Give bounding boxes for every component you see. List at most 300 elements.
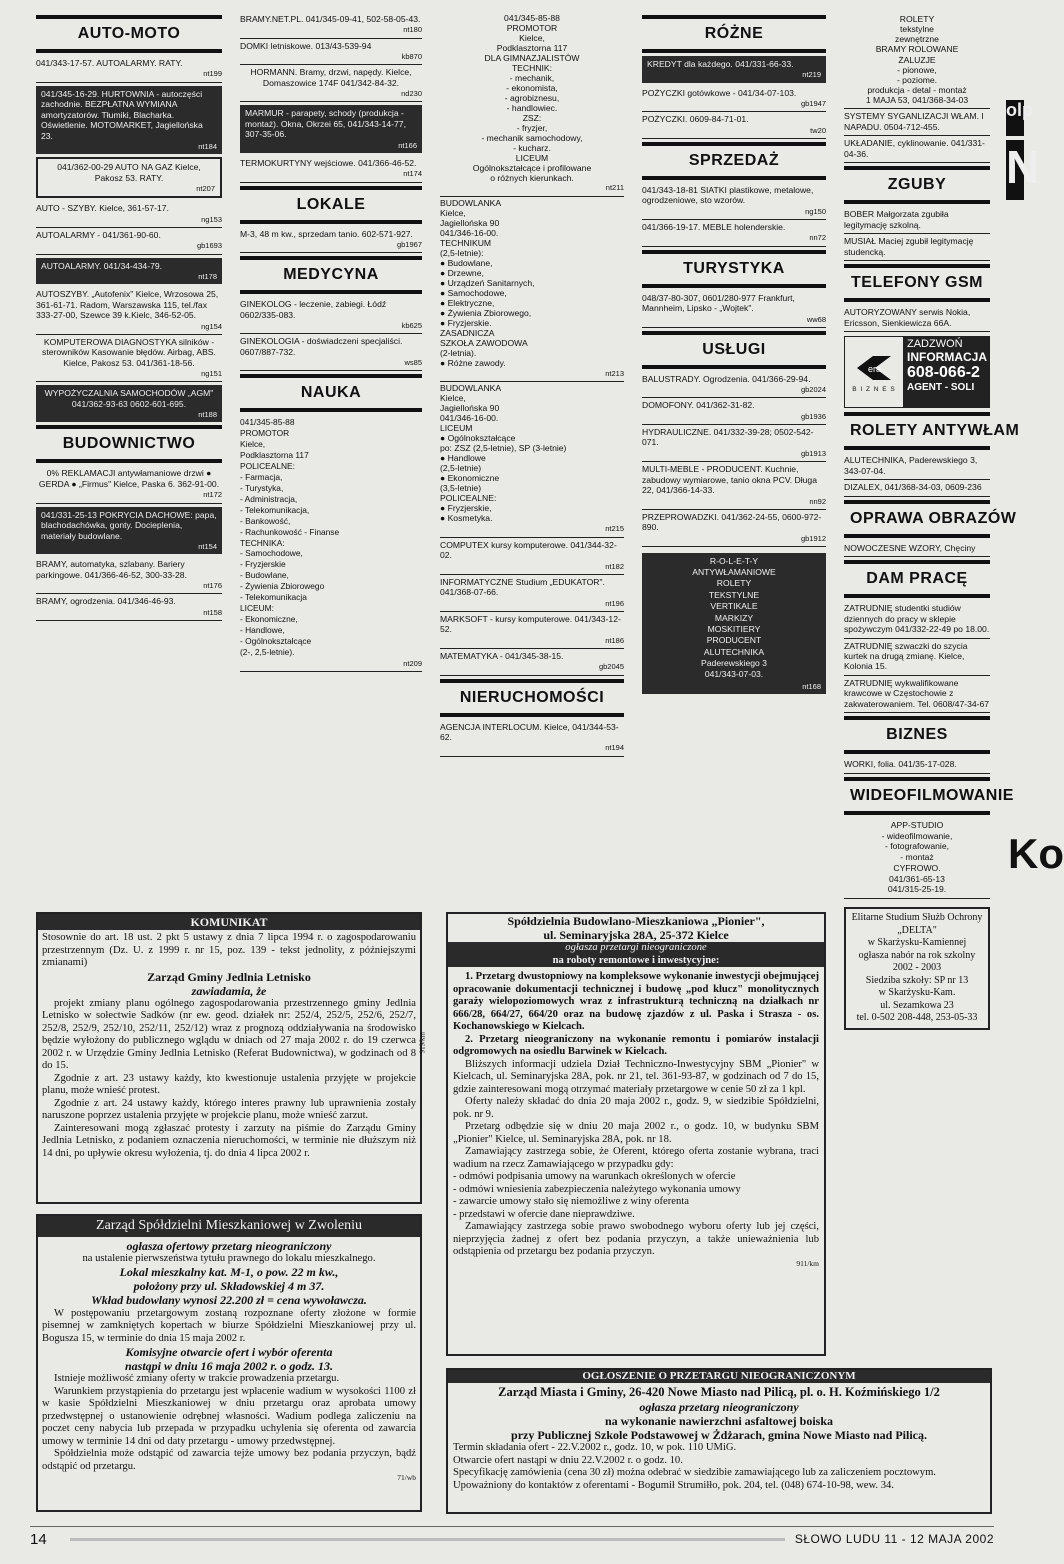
ad-text: 041/345-16-29. HURTOWNIA - autoczęści zachodnie. BEZPŁATNA WYMIANA amortyzatorów. Tłumiki, Blacharka. Oświetlenie. MOTOMARKET, Jagiellońska 23.	[41, 88, 203, 141]
classified-ad	[240, 12, 422, 39]
ad-code: kb870	[401, 52, 422, 62]
pionier-title3: ogłasza przetargi nieograniczone	[448, 942, 824, 955]
section-header-biznes: BIZNES	[844, 716, 990, 754]
next-page-fragment-2: N	[1006, 140, 1024, 200]
classified-ad	[36, 228, 222, 255]
pionier-p7: Zamawiający zastrzega sobie prawo swobodnego wyboru oferty lub jej części, nieprzyjęcia żadnej z ofert bez podania przyczyn, a także unieważnienia lub odstąpienia od przetargu bez podania przyczyn.	[453, 1221, 819, 1258]
text-line: - zawarcie umowy stało się niemożliwe z winy oferenta	[453, 1196, 689, 1208]
ad-text: MARMUR - parapety, schody (produkcja - montaż). Okna, Okrzei 65, 041/343-14-77, 307-35-06.	[245, 108, 406, 140]
text-line: R-O-L-E-T-Y	[709, 555, 759, 566]
classified-ad	[440, 649, 624, 676]
telefony-ad: AUTORYZOWANY serwis Nokia, Ericsson, Sienkiewicza 66A.	[844, 305, 990, 332]
classified-ad	[642, 398, 826, 425]
classified-ad	[36, 507, 222, 555]
text-line: - fotografowanie,	[884, 841, 949, 852]
ad-code: nt213	[605, 368, 624, 378]
classified-ad	[36, 201, 222, 228]
section-header-rozne: RÓŻNE	[642, 15, 826, 53]
text-line: TEKSTYLNE	[708, 589, 760, 600]
era-agent: AGENT - SOLI	[907, 382, 975, 394]
text-line: DLA GIMNAZJALISTÓW	[484, 52, 580, 63]
text-line: ● Elektryczne,	[440, 297, 495, 308]
ad-code: gb1913	[800, 448, 826, 458]
text-line: 041/346-16-00.	[440, 228, 499, 239]
ad-text: MATEMATYKA - 041/345-38-15.	[440, 650, 564, 661]
nowe-miasto-notice	[446, 1368, 992, 1514]
text-line: TECHNIKA:	[240, 537, 285, 548]
text-line: ● Samochodowe,	[440, 287, 507, 298]
ad-text: WYPOŻYCZALNIA SAMOCHODÓW „AGM" 041/362-93-63 0602-601-695.	[44, 388, 214, 409]
komunikat-zawiadamia: zawiadamia, że	[191, 983, 267, 998]
text-line: Podklasztorna 117	[240, 450, 309, 461]
ad-code: tw20	[810, 125, 826, 135]
ad-code: ng154	[201, 321, 222, 331]
ad-text: BALUSTRADY. Ogrodzenia. 041/366-29-94.	[642, 373, 811, 384]
text-line: - odmówi podpisania umowy na warunkach określonych w ofercie	[453, 1171, 736, 1183]
text-line: LICEUM	[440, 423, 473, 434]
text-line: (3,5-letnie)	[440, 483, 482, 493]
ad-code: ng151	[201, 369, 222, 379]
budowlanka-lines-1	[440, 199, 624, 368]
text-line: Kielce,	[240, 439, 266, 450]
ad-code: nt158	[203, 607, 222, 617]
classified-ad	[440, 612, 624, 649]
classified-ad	[240, 227, 422, 254]
ad-code: ng150	[805, 206, 826, 216]
ukladanie-ad: UKŁADANIE, cyklinowanie. 041/331-04-36.	[844, 136, 990, 163]
text-line: 041/361-65-13	[889, 873, 945, 884]
classified-ad: MUSIAŁ Maciej zgubił legitymację studencką.	[844, 234, 990, 261]
text-line: ANTYWŁAMANIOWE	[692, 567, 776, 578]
column-auto-moto	[36, 12, 222, 621]
ad-code: nd230	[401, 89, 422, 99]
text-line: ● Budowlane,	[440, 257, 493, 268]
classified-ad	[240, 105, 422, 153]
nowe-miasto-l1: na wykonanie nawierzchni asfaltowej boiska	[604, 1413, 834, 1428]
systemy-ad: SYSTEMY SYGANLIZACJI WŁAM. I NAPADU. 0504-712-455.	[844, 109, 990, 136]
ad-code: nn92	[809, 496, 826, 506]
text-line: - fryzjer,	[516, 122, 548, 133]
text-line: (2,5-letnie)	[440, 463, 482, 474]
zwolen-title: Zarząd Spółdzielni Mieszkaniowej w Zwoleniu	[38, 1216, 420, 1237]
text-line: ● Ogólnokształcące	[440, 433, 516, 444]
promotor-lines	[240, 417, 422, 657]
nowe-miasto-l3: Termin składania ofert - 22.V.2002 r., godz. 10, w pok. 110 UMiG.	[453, 1442, 737, 1454]
nowe-miasto-l2: przy Publicznej Szkole Podstawowej w Żdżarach, gmina Nowe Miasto nad Pilicą.	[511, 1428, 927, 1443]
classified-ad	[642, 372, 826, 399]
text-line: Elitarne Studium Służb Ochrony	[851, 912, 983, 924]
ad-text: MULTI-MEBLE - PRODUCENT. Kuchnie, zabudowy wymiarowe, tanio okna PCV. Długa 22, 041/366-14-33.	[642, 464, 817, 496]
ad-code: gb2045	[598, 662, 624, 672]
pionier-p5: Przetarg odbędzie się w dniu 20 maja 2002 r., o godz. 10, w budynku SBM „Pionier" Kielce, ul. Seminaryjska 28A, pok. nr 18.	[453, 1121, 819, 1145]
text-line: Kielce,	[519, 32, 545, 43]
ad-code: nt219	[802, 70, 821, 80]
pionier-title1: Spółdzielnia Budowlano-Mieszkaniowa „Pionier",	[507, 914, 765, 928]
text-line: - handlowiec.	[506, 102, 558, 113]
text-line: ŻALUZJE	[898, 54, 936, 65]
text-line: LICEUM:	[240, 603, 274, 614]
ad-text: AGENCJA INTERLOCUM. Kielce, 041/344-53-62.	[440, 721, 619, 742]
classified-ad	[240, 65, 422, 102]
ad-code: gb2024	[800, 385, 826, 395]
text-line: 041/315-25-19.	[887, 884, 947, 895]
text-line: - przedstawi w ofercie dane nieprawdziwe.	[453, 1208, 635, 1220]
text-line: MOSKITIERY	[707, 623, 761, 634]
era-phone: 608-066-2	[907, 364, 980, 382]
zwolen-notice	[36, 1214, 422, 1512]
classified-ad	[240, 156, 422, 183]
column-2	[240, 12, 422, 672]
komunikat-p3: Zgodnie z art. 23 ustawy każdy, kto kwestionuje ustalenia przyjęte w projekcie planu, może wnieść protest.	[42, 1072, 416, 1097]
pionier-notice	[446, 912, 826, 1356]
section-header-nieruchomosci: NIERUCHOMOŚCI	[440, 679, 624, 717]
text-line: - Telekomunikacja	[240, 592, 307, 603]
classified-ad	[36, 594, 222, 621]
classified-ad	[36, 385, 222, 422]
text-line: Podklasztorna 117	[496, 42, 568, 53]
zwolen-l2: Lokal mieszkalny kat. M-1, o pow. 22 m kw.,	[119, 1265, 339, 1280]
ad-code: nt215	[605, 523, 624, 533]
section-header-zguby: ZGUBY	[844, 166, 990, 204]
nowe-miasto-l5: Specyfikację zamówienia (cena 30 zł) można odebrać w siedzibie zamawiającego lub za zaliczeniem pocztowym.	[453, 1467, 936, 1479]
text-line: ROLETY	[716, 578, 752, 589]
text-line: ● Ekonomiczne	[440, 473, 500, 484]
text-line: PROMOTOR	[506, 22, 558, 33]
pionier-title4: na roboty remontowe i inwestycyjne:	[448, 955, 824, 968]
section-header-wideofilmowanie: WIDEOFILMOWANIE	[844, 777, 990, 815]
ad-code: nt207	[196, 184, 215, 194]
pionier-p4: Oferty należy składać do dnia 20 maja 2002 r., godz. 9, w siedzibie Spółdzielni, pok. nr 9.	[453, 1096, 819, 1120]
text-line: - Administracja,	[240, 493, 298, 504]
komunikat-zarzad: Zarząd Gminy Jedlnia Letnisko	[147, 969, 311, 984]
kursy-ads	[440, 538, 624, 676]
promotor-policealne-ad	[240, 415, 422, 672]
zwolen-p2: Istnieje możliwość zmiany oferty w trakcie prowadzenia przetargu.	[54, 1373, 340, 1385]
text-line: - poziome.	[896, 74, 938, 85]
next-page-fragment-3: Ko	[1008, 830, 1064, 877]
text-line: 041/345-85-88	[504, 13, 560, 23]
text-line: - odmówi wniesienia zabezpieczenia należytego wykonania umowy	[453, 1183, 741, 1195]
classified-ad	[240, 39, 422, 66]
classified-ad	[642, 291, 826, 328]
budownictwo-ads	[36, 466, 222, 620]
text-line: TECHNIKUM	[440, 238, 492, 249]
classified-ad	[440, 538, 624, 575]
ad-text: AUTO - SZYBY. Kielce, 361-57-17.	[36, 203, 169, 214]
rozne-ads	[642, 56, 826, 139]
turystyka-ads	[642, 291, 826, 328]
text-line: - Żywienia Zbiorowego	[240, 581, 325, 592]
classified-ad	[36, 86, 222, 155]
page-number: 14	[30, 1530, 47, 1548]
classified-ad	[642, 462, 826, 510]
text-line: - Ekonomiczne,	[240, 614, 298, 625]
classified-ad	[36, 56, 222, 83]
zwolen-l6: nastąpi w dniu 16 maja 2002 r. o godz. 13.	[124, 1359, 334, 1374]
pionier-p6: Zamawiający zastrzega sobie, że Oferent, którego oferta zostanie wybrana, traci wadium na rzecz Zamawiającego w przypadku gdy:	[453, 1146, 819, 1170]
text-line: ALUTECHNIKA	[703, 646, 765, 657]
ad-text: HYDRAULICZNE. 041/332-39-28; 0502-542-071.	[642, 426, 814, 448]
text-line: 041/343-07-03.	[704, 669, 764, 680]
section-header-medycyna: MEDYCYNA	[240, 256, 422, 294]
text-line: zewnętrzne	[895, 34, 939, 45]
text-line: ● Fryzjerskie,	[440, 502, 492, 513]
ad-text: 041/343-18-81 SIATKI plastikowe, metalowe, ogrodzeniowe, sto wzorów.	[642, 184, 814, 206]
delta-ad	[844, 907, 990, 1030]
ad-text: 048/37-80-307, 0601/280-977 Frankfurt, Mannheim, Lipsko - „Wojtek".	[642, 292, 795, 314]
classified-ad: BOBER Małgorzata zgubiła legitymację szkolną.	[844, 207, 990, 234]
classified-ad: ALUTECHNIKA, Paderewskiego 3, 343-07-04.	[844, 453, 990, 480]
ad-text: KREDYT dla każdego. 041/331-66-33.	[647, 59, 794, 69]
section-header-uslugi: USŁUGI	[642, 331, 826, 369]
ad-code: nt188	[198, 410, 217, 420]
classified-ad	[440, 720, 624, 757]
text-line: - mechanik samochodowy,	[481, 132, 583, 143]
ad-text: 041/366-19-17. MEBLE holenderskie.	[642, 221, 786, 232]
classified-ad	[642, 425, 826, 462]
komunikat-p5: Zainteresowani mogą zgłaszać protesty i zarzuty na piśmie do Zarządu Gminy Jedlnia Letnisko, z podaniem oznaczenia nieruchomości, w terminie nie dłuższym niż 14 dni, po upływie okresu wyłożenia, tj. do dnia 4 lipca 2002 r.	[42, 1122, 416, 1159]
ad-code: 911/km	[796, 1258, 819, 1268]
text-line: - montaż	[900, 852, 934, 863]
text-line: - Handlowe,	[240, 624, 285, 635]
budowlanka-technikum-ad	[440, 197, 624, 382]
text-line: POLICEALNE:	[240, 461, 295, 472]
paper-masthead: SŁOWO LUDU 11 - 12 MAJA 2002	[794, 1532, 994, 1546]
text-line: PRODUCENT	[706, 635, 762, 646]
text-line: ● Kosmetyka.	[440, 512, 493, 523]
ad-text: MARKSOFT - kursy komputerowe. 041/343-12-52.	[440, 613, 621, 635]
auto-moto-ads	[36, 56, 222, 422]
era-zadzwon: ZADZWOŃ	[907, 338, 963, 351]
text-line: 1 MAJA 53, 041/368-34-03	[865, 95, 969, 106]
ad-code: nt182	[605, 561, 624, 571]
section-header-dam-prace: DAM PRACĘ	[844, 560, 990, 598]
pionier-items	[453, 1171, 819, 1221]
text-line: Ogólnokształcące i profilowane	[472, 162, 592, 173]
text-line: 2002 - 2003	[892, 962, 942, 974]
komunikat-p4: Zgodnie z art. 24 ustawy każdy, którego interes prawny lub uprawnienia zostały naruszone poprzez ustalenia przyjęte w projekcie planu, może wnieść zarzut.	[42, 1097, 416, 1122]
text-line: BUDOWLANKA	[440, 198, 502, 209]
text-line: 041/346-16-00.	[440, 413, 499, 424]
text-line: MARKIZY	[714, 612, 754, 623]
zwolen-p4: Spółdzielnia może odstąpić od zawarcia tejże umowy bez podania przyczyn, bądź odstąpić od przetargu.	[42, 1448, 416, 1472]
ad-text: 041/343-17-57. AUTOALARMY. RATY.	[36, 58, 183, 68]
ad-code: nt172	[203, 490, 222, 500]
ad-code: ng153	[201, 214, 222, 224]
text-line: - Bankowość,	[240, 515, 291, 526]
classified-ad	[642, 183, 826, 220]
dam-prace-ads	[844, 601, 990, 713]
ad-code: nt196	[605, 598, 624, 608]
section-header-nauka: NAUKA	[240, 374, 422, 412]
section-header-sprzedaz: SPRZEDAŻ	[642, 142, 826, 180]
text-line: ● Fryzjerskie.	[440, 317, 492, 328]
ad-code: nt178	[198, 272, 217, 282]
ad-code: 71/wb	[397, 1473, 416, 1483]
zwolen-l4: Wkład budowlany wynosi 22.200 zł = cena wywoławcza.	[91, 1293, 367, 1308]
rolety-tekstylne-ad	[844, 12, 990, 109]
pionier-p1: 1. Przetarg dwustopniowy na kompleksowe wykonanie inwestycji obejmującej opracowanie dokumentacji technicznej i budowę „pod klucz" monolitycznych garaży wielopoziomowych wraz z infrastrukturą techniczną na działkach nr 666/28, 664/27, 664/20 oraz na budowę zjazdów z ul. Paska i Strasza - os. Kochanowskiego w Kielcach.	[453, 971, 819, 1033]
nowe-miasto-bar: OGŁOSZENIE O PRZETARGU NIEOGRANICZONYM	[448, 1370, 990, 1383]
text-line: - kucharz.	[513, 142, 551, 153]
ad-code: nt154	[198, 542, 217, 552]
next-page-fragment-1: olp	[1006, 100, 1024, 136]
classified-ad: ZATRUDNIĘ studentki studiów dziennych do pracy w sklepie spożywczym 041/332-22-49 po 18.00.	[844, 601, 990, 638]
text-line: ● Handlowe	[440, 453, 486, 464]
text-line: Jagiellońska 90	[440, 218, 500, 229]
medycyna-ads	[240, 297, 422, 371]
ad-code: nt184	[198, 142, 217, 152]
classified-ad	[36, 157, 222, 198]
promotor-gimnazjum-ad	[440, 12, 624, 197]
ad-text: 041/331-25-13 POKRYCIA DACHOWE: papa, blachodachówka, gonty. Docieplenia, materiały budowlane.	[41, 509, 217, 541]
rolety-box-ad	[642, 553, 826, 695]
text-line: - ekonomista,	[506, 82, 558, 93]
classified-ad: ZATRUDNIĘ szwaczki do szycia kurtek na drugą zmianę. Kielce, Kolonia 15.	[844, 639, 990, 676]
text-line: ZASADNICZA	[440, 327, 495, 338]
column-4	[642, 12, 826, 697]
classified-ad	[36, 258, 222, 285]
ad-text: GINEKOLOGIA - doświadczeni specjaliści. 0607/887-732.	[240, 336, 403, 357]
zwolen-p3: Warunkiem przystąpienia do przetargu jest wpłacenie wadium w wysokości 1100 zł w kasie Spółdzielni Mieszkaniowej w dniu przetargu oraz aprobata umowy przedwstępnej o ustanowienie odrębnej własności. Wadium podlega zaliczeniu na poczet ceny nabycia lub przepada w przypadku uchylenia się oferenta od zawarcia umowy w terminie 14 dni od daty przetargu - umowy przedwstępnej.	[42, 1385, 416, 1447]
ad-text: BRAMY, ogrodzenia. 041/346-46-93.	[36, 596, 176, 607]
nieruchomosci-ads	[440, 720, 624, 757]
uslugi-ads	[642, 372, 826, 547]
komunikat-notice	[36, 912, 426, 1204]
ad-text: POŻYCZKI gotówkowe - 041/34-07-103.	[642, 87, 797, 98]
promotor-gimnazjum-lines	[440, 14, 624, 183]
text-line: ul. Sezamkowa 23	[880, 999, 954, 1011]
classified-ad	[36, 466, 222, 503]
ad-text: AUTOSZYBY. „Autofenix" Kielce, Wrzosowa 25, 361-61-71. Radom, Warszawska 115, tel./fax 333-27-00, Szewce 39 k.Kielc, 346-52-05.	[36, 289, 219, 321]
text-line: Siedziba szkoły: SP nr 13	[865, 974, 969, 986]
zwolen-sub: ogłasza ofertowy przetarg nieograniczony	[126, 1238, 332, 1253]
ad-text: BRAMY, automatyka, szlabany. Bariery parkingowe. 041/366-46-52, 300-33-28.	[36, 559, 187, 580]
ad-code: nt186	[605, 635, 624, 645]
rolety-antywlam-ads	[844, 453, 990, 496]
text-line: po: ZSZ (2,5-letnie), SP (3-letnie)	[440, 443, 567, 454]
text-line: Paderewskiego 3	[701, 657, 767, 668]
era-informacja: INFORMACJA	[907, 350, 987, 365]
zguby-ads	[844, 207, 990, 261]
classified-ad	[36, 557, 222, 594]
komunikat-p2: projekt zmiany planu ogólnego zagospodarowania przestrzennego gminy Jedlnia Letnisko w sołectwie Sadków (nr ew. geod. działek nr: 252/4, 252/5, 252/6, 252/7, 252/8, 252/9, 252/10, 252/11, 252/12) wraz z prognozą oddziaływania na środowisko będzie wyłożony do publicznego wglądu w dniach od 27 maja 2002 r. do 19 czerwca 2002 r. w Urzędzie Gminy Jedlnia Letnisko (Referat Budownictwa), w godzinach od 8 do 15.	[42, 997, 416, 1072]
era-ad	[844, 336, 990, 408]
pionier-p2: 2. Przetarg nieograniczony na wykonanie remontu i pomiarów instalacji odgromowych na osiedlu Barwinek w Kielcach.	[453, 1033, 819, 1058]
text-line: Kielce,	[440, 393, 466, 404]
classified-ad	[36, 287, 222, 335]
ad-text: HORMANN. Bramy, drzwi, napędy. Kielce, Domaszowice 174F 041/342-84-32.	[250, 67, 412, 88]
wideo-ad	[844, 818, 990, 899]
text-line: APP-STUDIO	[890, 819, 944, 830]
text-line: BRAMY ROLOWANE	[875, 44, 959, 55]
text-line: - Budowlane,	[240, 570, 289, 581]
ad-code: nt166	[398, 140, 417, 150]
zwolen-p1: W postępowaniu przetargowym zostaną rozpoznane oferty złożone w formie pisemnej w zamkniętych kopertach w biurze Spółdzielni Mieszkaniowej przy ul. Bogusza 15, w terminie do dnia 15 maja 2002 r.	[42, 1307, 416, 1344]
pionier-header	[448, 914, 824, 967]
text-line: Kielce,	[440, 208, 466, 219]
text-line: - pionowe,	[897, 64, 937, 75]
era-text-panel	[904, 336, 990, 408]
text-line: - Farmacja,	[240, 472, 283, 483]
ad-text: DOMKI letniskowe. 013/43-539-94	[240, 40, 372, 51]
classified-ad: DIZALEX, 041/368-34-03, 0609-236	[844, 480, 990, 496]
text-line: - Turystyka,	[240, 482, 284, 493]
era-logo-text: era	[868, 363, 882, 374]
text-line: ogłasza nabór na rok szkolny	[858, 949, 976, 961]
rolety-box-lines	[647, 556, 821, 681]
text-line: - Telekomunikacja,	[240, 504, 310, 515]
ad-text: DOMOFONY. 041/362-31-82.	[642, 400, 755, 411]
biznes-ad: WORKI, folia. 041/35-17-028.	[844, 757, 990, 773]
ad-text: KOMPUTEROWA DIAGNOSTYKA silników - sterowników Kasowanie błędów. Airbag, ABS. Kielce, Pakosz 53. 041/361-18-56.	[42, 336, 216, 368]
budowlanka-liceum-ad	[440, 382, 624, 537]
ad-code: gb1967	[396, 240, 422, 250]
text-line: w Skarżysku-Kamiennej	[867, 937, 967, 949]
text-line: ● Urządzeń Sanitarnych,	[440, 277, 535, 288]
text-line: TECHNIK:	[511, 62, 553, 73]
text-line: produkcja - detal - montaż	[867, 84, 967, 95]
era-logo-icon	[853, 352, 895, 384]
classified-ad	[240, 297, 422, 334]
era-biznes-label: B I Z N E S	[852, 385, 896, 393]
ad-text: BRAMY.NET.PL. 041/345-09-41, 502-58-05-43.	[240, 14, 421, 24]
ad-code: gb1693	[196, 241, 222, 251]
text-line: BUDOWLANKA	[440, 383, 502, 394]
text-line: „DELTA"	[897, 924, 937, 936]
section-header-lokale: LOKALE	[240, 186, 422, 224]
sprzedaz-ads	[642, 183, 826, 247]
zwolen-l1: na ustalenie pierwszeństwa tytułu prawnego do lokalu mieszkalnego.	[82, 1252, 376, 1264]
text-line: - Fryzjerskie	[240, 559, 286, 570]
section-header-oprawa: OPRAWA OBRAZÓW	[844, 500, 990, 538]
zwolen-l5: Komisyjne otwarcie ofert i wybór oferenta	[125, 1345, 333, 1360]
nowe-miasto-l4: Otwarcie ofert nastąpi w dniu 22.V.2002 r. o godz. 10.	[453, 1454, 683, 1466]
section-header-auto-moto: AUTO-MOTO	[36, 15, 222, 53]
classified-ad	[642, 510, 826, 547]
ad-text: INFORMATYCZNE Studium „EDUKATOR". 041/368-07-66.	[440, 576, 605, 598]
ad-text: POŻYCZKI. 0609-84-71-01.	[642, 114, 749, 125]
page-footer	[30, 1526, 994, 1551]
text-line: PROMOTOR	[240, 428, 290, 439]
text-line: - agrobiznesu,	[504, 92, 560, 103]
ad-text: COMPUTEX kursy komputerowe. 041/344-32-02.	[440, 539, 617, 561]
classified-ad	[240, 334, 422, 371]
text-line: ● Różne zawody.	[440, 357, 506, 368]
text-line: LICEUM	[515, 152, 549, 163]
nowe-miasto-l6: Upoważniony do kontaktów z oferentami - Bogumił Strumiłło, pok. 204, tel. (048) 674-10-98, wew. 34.	[453, 1479, 894, 1491]
ad-code: gb1947	[800, 99, 826, 109]
ad-text: GINEKOLOG - leczenie, zabiegi. Łódź 0602/335-083.	[240, 299, 387, 320]
text-line: tekstylne	[900, 24, 934, 35]
nowe-miasto-title: Zarząd Miasta i Gminy, 26-420 Nowe Miasto nad Pilicą, pl. o. H. Koźmińskiego 1/2	[498, 1384, 940, 1399]
classified-ad	[642, 112, 826, 139]
text-line: (2,5-letnie):	[440, 248, 484, 258]
ad-code: nt168	[802, 681, 821, 691]
text-line: - wideofilmowanie,	[881, 830, 953, 841]
era-logo-panel	[844, 336, 904, 408]
zwolen-l3: położony przy ul. Składowskiej 4 m 37.	[133, 1279, 325, 1294]
text-line: ROLETY	[899, 14, 935, 24]
ad-code: ws85	[404, 358, 422, 368]
column-3	[440, 12, 624, 757]
pionier-title2: ul. Seminaryjska 28A, 25-372 Kielce	[543, 928, 729, 943]
ad-code: 919/km	[418, 1032, 426, 1054]
text-line: w Skarżysku-Kam.	[878, 987, 956, 999]
text-line: ZSZ:	[522, 112, 542, 123]
wideo-lines	[844, 820, 990, 895]
nowe-miasto-sub: ogłasza przetarg nieograniczony	[639, 1399, 799, 1414]
